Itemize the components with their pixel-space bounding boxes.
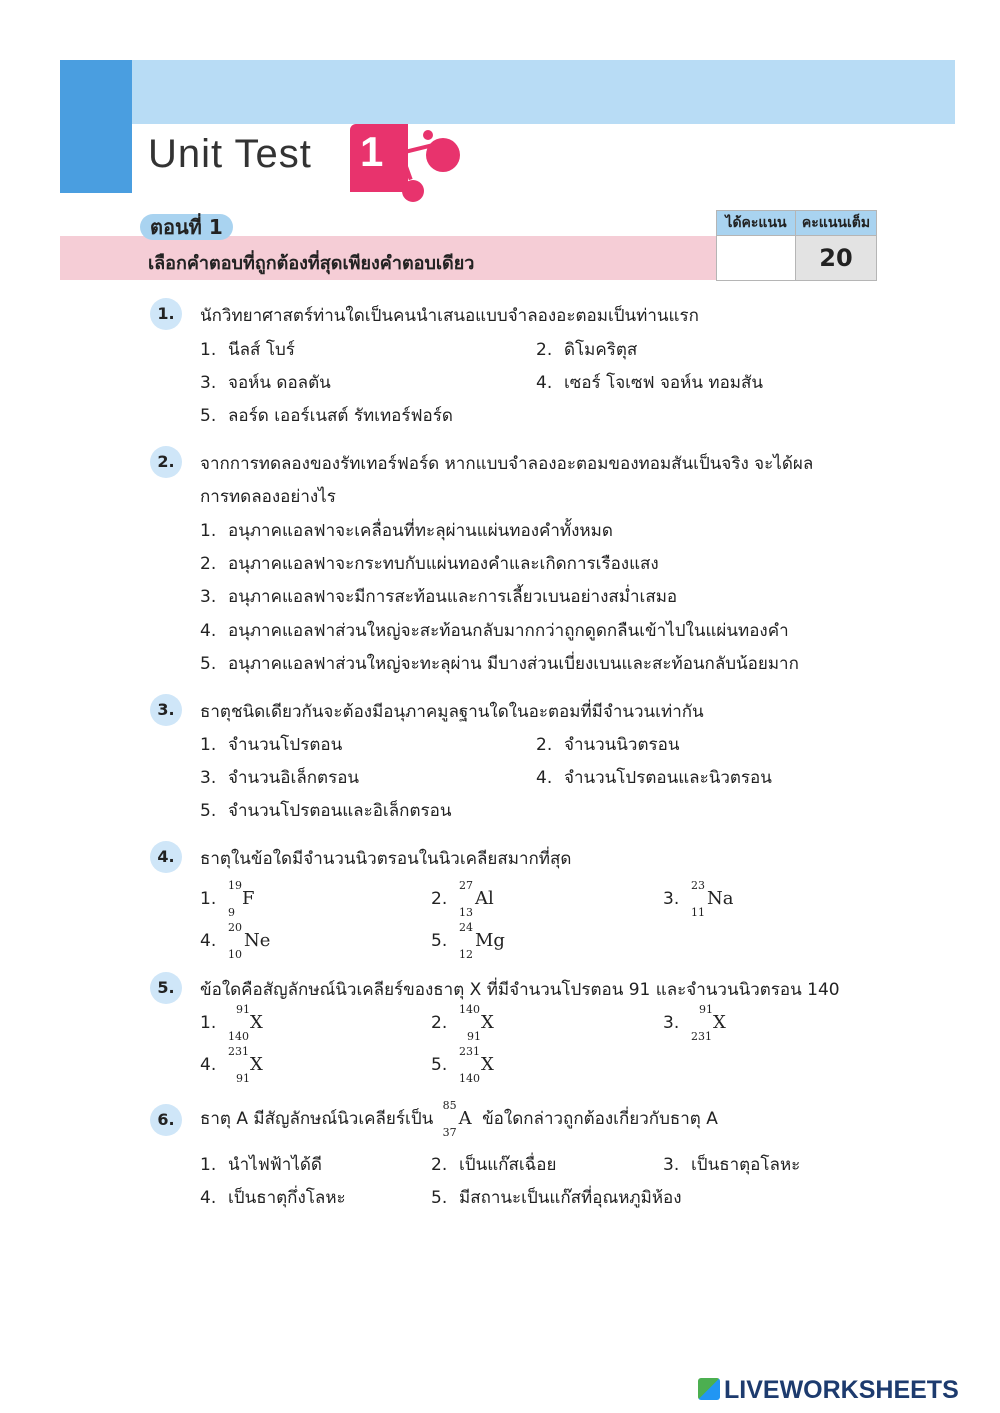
molecule-atom-icon: [426, 138, 460, 172]
atomic-number: 9: [228, 906, 235, 919]
question-text-after: ข้อใดกล่าวถูกต้องเกี่ยวกับธาตุ A: [482, 1109, 718, 1129]
score-table: [716, 210, 877, 281]
option-number: 1.: [200, 521, 217, 541]
question-number: 1.: [150, 298, 182, 330]
option-number: 4.: [200, 1188, 217, 1208]
molecule-atom-icon: [423, 130, 433, 140]
option-choice[interactable]: [536, 764, 772, 791]
question-text: นักวิทยาศาสตร์ท่านใดเป็นคนนำเสนอแบบจำลองอะตอมเป็นท่านแรก: [200, 306, 699, 326]
option-choice[interactable]: [431, 1151, 556, 1178]
option-choice[interactable]: [200, 1046, 268, 1084]
option-text: มีสถานะเป็นแก๊สที่อุณหภูมิห้อง: [459, 1188, 682, 1208]
atomic-number: 231: [691, 1030, 712, 1043]
option-number: 2.: [200, 554, 217, 574]
element-symbol: Ne: [244, 930, 271, 951]
question-text-before: ธาตุ A มีสัญลักษณ์นิวเคลียร์เป็น: [200, 1109, 434, 1129]
mass-number: 20: [228, 921, 242, 934]
option-text: จำนวนอิเล็กตรอน: [228, 768, 360, 788]
instruction-text: เลือกคำตอบที่ถูกต้องที่สุดเพียงคำตอบเดียว: [148, 253, 475, 274]
option-choice[interactable]: [200, 922, 272, 960]
atomic-number: 10: [228, 948, 242, 961]
element-symbol: Mg: [475, 930, 505, 951]
atomic-number: 91: [236, 1072, 250, 1085]
element-symbol: X: [250, 1054, 263, 1075]
option-number: 2.: [431, 1155, 448, 1175]
header-band: [60, 60, 955, 124]
option-number: 1.: [200, 340, 217, 360]
option-choice[interactable]: [200, 1004, 268, 1042]
mass-number: 231: [459, 1045, 480, 1058]
mass-number: 19: [228, 879, 242, 892]
element-symbol: X: [250, 1012, 263, 1033]
mass-number: 27: [459, 879, 473, 892]
option-choice[interactable]: [200, 1184, 346, 1211]
option-choice[interactable]: [200, 650, 799, 677]
nuclide-symbol: [228, 1046, 268, 1084]
option-text: เซอร์ โจเซฟ จอห์น ทอมสัน: [564, 373, 763, 393]
nuclide-symbol: [691, 1004, 731, 1042]
question-number: 5.: [150, 972, 182, 1004]
question-number: 6.: [150, 1104, 182, 1136]
nuclide-symbol: [691, 880, 735, 918]
question-text: ธาตุในข้อใดมีจำนวนนิวตรอนในนิวเคลียสมากที่สุด: [200, 849, 572, 869]
mass-number: 91: [236, 1003, 250, 1016]
option-number: 4.: [200, 931, 217, 951]
option-text: จำนวนโปรตอน: [228, 735, 343, 755]
option-choice[interactable]: [200, 369, 331, 396]
question-text: จากการทดลองของรัทเทอร์ฟอร์ด หากแบบจำลองอะตอมของทอมสันเป็นจริง จะได้ผล: [200, 454, 814, 474]
option-choice[interactable]: [536, 369, 763, 396]
option-number: 2.: [536, 735, 553, 755]
option-number: 4.: [536, 373, 553, 393]
option-text: อนุภาคแอลฟาส่วนใหญ่จะสะท้อนกลับมากกว่าถูกดูดกลืนเข้าไปในแผ่นทองคำ: [228, 621, 789, 641]
option-choice[interactable]: [536, 731, 679, 758]
option-text: จำนวนโปรตอนและอิเล็กตรอน: [228, 801, 452, 821]
score-obtained-label: ได้คะแนน: [717, 211, 796, 236]
option-text: จำนวนโปรตอนและนิวตรอน: [564, 768, 772, 788]
mass-number: 24: [459, 921, 473, 934]
option-text: ลอร์ด เออร์เนสต์ รัทเทอร์ฟอร์ด: [228, 406, 453, 426]
option-number: 5.: [200, 406, 217, 426]
nuclide-symbol: [459, 1004, 499, 1042]
option-text: เป็นธาตุกึ่งโลหะ: [228, 1188, 346, 1208]
option-number: 5.: [431, 1188, 448, 1208]
option-number: 2.: [536, 340, 553, 360]
option-text: เป็นแก๊สเฉื่อย: [459, 1155, 557, 1175]
option-text: อนุภาคแอลฟาส่วนใหญ่จะทะลุผ่าน มีบางส่วนเบี่ยงเบนและสะท้อนกลับน้อยมาก: [228, 654, 799, 674]
option-number: 5.: [200, 654, 217, 674]
option-choice[interactable]: [431, 880, 499, 918]
nuclide-symbol: [459, 922, 507, 960]
footer-brand: LIVEWORKSHEETS: [724, 1376, 959, 1404]
page-title: Unit Test: [148, 132, 312, 176]
atomic-number: 91: [467, 1030, 481, 1043]
atomic-number: 37: [442, 1126, 457, 1139]
option-text: ดิโมคริตุส: [564, 340, 638, 360]
nuclide-symbol: [228, 922, 272, 960]
atomic-number: 13: [459, 906, 473, 919]
option-choice[interactable]: [200, 550, 659, 577]
option-number: 2.: [431, 889, 448, 909]
option-number: 5.: [431, 1055, 448, 1075]
option-number: 1.: [200, 1013, 217, 1033]
option-number: 4.: [200, 1055, 217, 1075]
nuclide-symbol: [459, 1046, 499, 1084]
question-text: [200, 1100, 718, 1138]
option-number: 2.: [431, 1013, 448, 1033]
atomic-number: 140: [459, 1072, 480, 1085]
option-number: 3.: [200, 768, 217, 788]
option-text: จอห์น ดอลตัน: [228, 373, 331, 393]
option-text: อนุภาคแอลฟาจะเคลื่อนที่ทะลุผ่านแผ่นทองคำทั้งหมด: [228, 521, 613, 541]
option-number: 4.: [536, 768, 553, 788]
option-choice[interactable]: [200, 517, 613, 544]
section-label: ตอนที่ 1: [140, 214, 233, 240]
atomic-number: 11: [691, 906, 705, 919]
header-tab-accent: [60, 60, 132, 193]
element-symbol: X: [481, 1054, 494, 1075]
element-symbol: A: [458, 1108, 472, 1129]
option-choice[interactable]: [431, 1184, 682, 1211]
score-obtained-input[interactable]: [717, 236, 796, 281]
mass-number: 140: [459, 1003, 480, 1016]
question-number: 2.: [150, 446, 182, 478]
question-text: ข้อใดคือสัญลักษณ์นิวเคลียร์ของธาตุ X ที่มีจำนวนโปรตอน 91 และจำนวนนิวตรอน 140: [200, 980, 840, 1000]
liveworksheets-footer: [698, 1376, 959, 1405]
nuclide-symbol: [459, 880, 499, 918]
question-number: 4.: [150, 841, 182, 873]
score-full-label: คะแนนเต็ม: [796, 211, 877, 236]
atomic-number: 140: [228, 1030, 249, 1043]
option-choice[interactable]: [200, 583, 677, 610]
option-number: 4.: [200, 621, 217, 641]
option-choice[interactable]: [663, 1004, 731, 1042]
option-text: นำไฟฟ้าได้ดี: [228, 1155, 322, 1175]
option-number: 1.: [200, 735, 217, 755]
mass-number: 85: [442, 1099, 457, 1112]
nuclide-symbol: [228, 880, 258, 918]
element-symbol: X: [713, 1012, 726, 1033]
option-choice[interactable]: [431, 1004, 499, 1042]
molecule-atom-icon: [402, 180, 424, 202]
option-choice[interactable]: [663, 880, 735, 918]
mass-number: 23: [691, 879, 705, 892]
option-choice[interactable]: [200, 617, 789, 644]
option-choice[interactable]: [431, 922, 507, 960]
option-text: เป็นธาตุอโลหะ: [691, 1155, 801, 1175]
liveworksheets-logo-icon: [698, 1378, 720, 1400]
option-number: 1.: [200, 889, 217, 909]
option-number: 3.: [663, 1155, 680, 1175]
mass-number: 91: [699, 1003, 713, 1016]
score-full-value: 20: [796, 236, 877, 281]
unit-number: 1: [360, 128, 384, 175]
option-number: 5.: [200, 801, 217, 821]
option-text: อนุภาคแอลฟาจะมีการสะท้อนและการเลี้ยวเบนอย่างสม่ำเสมอ: [228, 587, 678, 607]
nuclide-symbol: [228, 1004, 268, 1042]
element-symbol: F: [242, 888, 255, 909]
option-choice[interactable]: [200, 764, 359, 791]
question-text-continued: การทดลองอย่างไร: [200, 487, 336, 507]
option-text: นีลส์ โบร์: [228, 340, 295, 360]
option-choice[interactable]: [200, 880, 258, 918]
element-symbol: Al: [475, 888, 494, 909]
option-text: จำนวนนิวตรอน: [564, 735, 680, 755]
option-number: 3.: [663, 1013, 680, 1033]
option-text: อนุภาคแอลฟาจะกระทบกับแผ่นทองคำและเกิดการเรืองแสง: [228, 554, 659, 574]
option-number: 1.: [200, 1155, 217, 1175]
option-choice[interactable]: [663, 1151, 800, 1178]
question-number: 3.: [150, 694, 182, 726]
nuclide-symbol: [443, 1100, 473, 1138]
option-number: 3.: [200, 587, 217, 607]
atomic-number: 12: [459, 948, 473, 961]
option-number: 3.: [663, 889, 680, 909]
option-choice[interactable]: [200, 797, 451, 824]
option-choice[interactable]: [200, 731, 342, 758]
option-number: 5.: [431, 931, 448, 951]
option-number: 3.: [200, 373, 217, 393]
question-text: ธาตุชนิดเดียวกันจะต้องมีอนุภาคมูลฐานใดในอะตอมที่มีจำนวนเท่ากัน: [200, 702, 704, 722]
element-symbol: Na: [707, 888, 734, 909]
option-choice[interactable]: [200, 402, 453, 429]
mass-number: 231: [228, 1045, 249, 1058]
option-choice[interactable]: [200, 1151, 322, 1178]
element-symbol: X: [481, 1012, 494, 1033]
option-choice[interactable]: [431, 1046, 499, 1084]
option-choice[interactable]: [200, 336, 295, 363]
option-choice[interactable]: [536, 336, 637, 363]
